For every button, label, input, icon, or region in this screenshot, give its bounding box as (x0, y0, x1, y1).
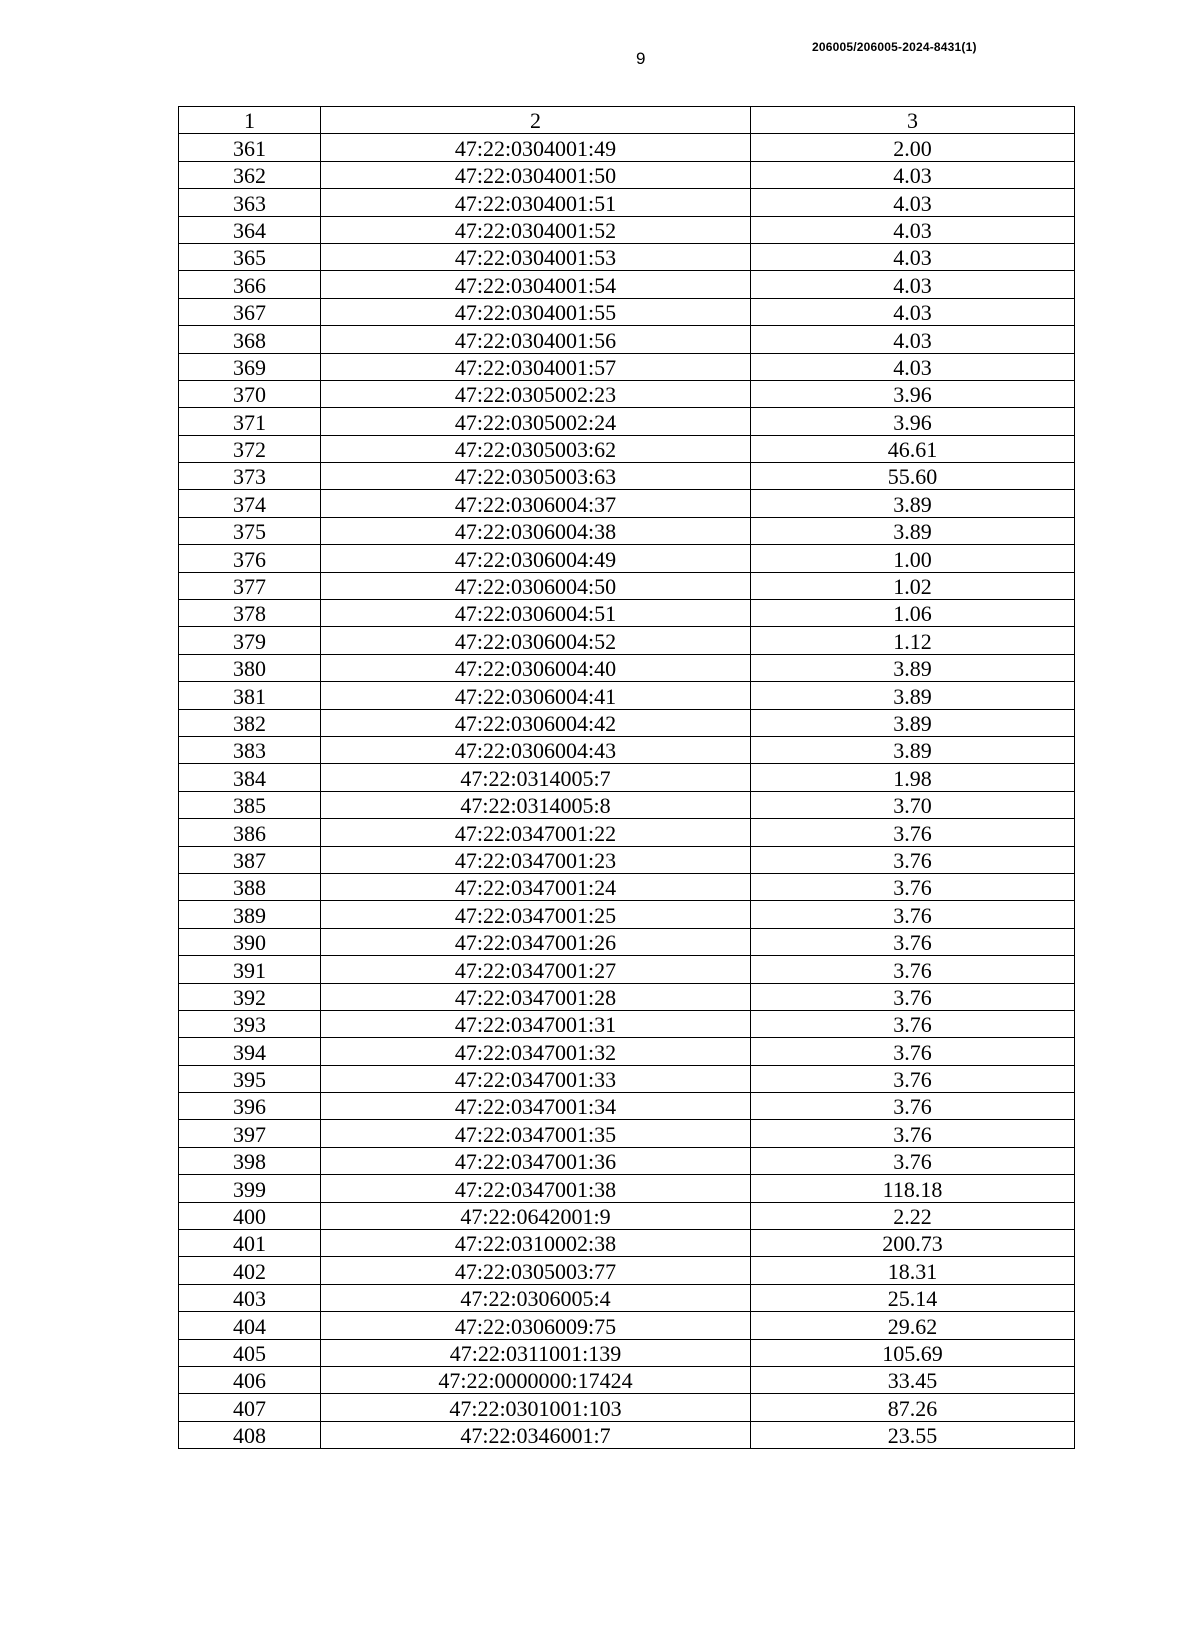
value-cell: 3.76 (751, 1038, 1075, 1065)
cadastral-number-cell: 47:22:0306004:41 (321, 682, 751, 709)
cadastral-number-cell: 47:22:0310002:38 (321, 1230, 751, 1257)
cadastral-number-cell: 47:22:0347001:38 (321, 1175, 751, 1202)
cadastral-number-cell: 47:22:0347001:36 (321, 1147, 751, 1174)
cadastral-number-cell: 47:22:0642001:9 (321, 1202, 751, 1229)
table-row (179, 1312, 1075, 1339)
table-row (179, 983, 1075, 1010)
value-cell: 3.76 (751, 846, 1075, 873)
table-row (179, 627, 1075, 654)
row-number-cell: 387 (179, 846, 321, 873)
cadastral-number-cell: 47:22:0301001:103 (321, 1394, 751, 1421)
value-cell: 105.69 (751, 1339, 1075, 1366)
value-cell: 3.76 (751, 928, 1075, 955)
cadastral-number-cell: 47:22:0304001:49 (321, 134, 751, 161)
table-row (179, 682, 1075, 709)
row-number-cell: 362 (179, 161, 321, 188)
cadastral-number-cell: 47:22:0306004:52 (321, 627, 751, 654)
table-row (179, 1339, 1075, 1366)
row-number-cell: 385 (179, 791, 321, 818)
row-number-cell: 388 (179, 873, 321, 900)
cadastral-number-cell: 47:22:0347001:34 (321, 1093, 751, 1120)
cadastral-number-cell: 47:22:0347001:32 (321, 1038, 751, 1065)
cadastral-number-cell: 47:22:0304001:50 (321, 161, 751, 188)
value-cell: 3.76 (751, 819, 1075, 846)
cadastral-number-cell: 47:22:0304001:57 (321, 353, 751, 380)
table-row (179, 1421, 1075, 1448)
cadastral-number-cell: 47:22:0000000:17424 (321, 1366, 751, 1393)
cadastral-number-cell: 47:22:0306009:75 (321, 1312, 751, 1339)
value-cell: 87.26 (751, 1394, 1075, 1421)
cadastral-number-cell: 47:22:0311001:139 (321, 1339, 751, 1366)
table-row (179, 298, 1075, 325)
table-row (179, 545, 1075, 572)
table-row (179, 1394, 1075, 1421)
cadastral-number-cell: 47:22:0347001:33 (321, 1065, 751, 1092)
cadastral-number-cell: 47:22:0347001:35 (321, 1120, 751, 1147)
row-number-cell: 375 (179, 517, 321, 544)
table-row (179, 408, 1075, 435)
row-number-cell: 364 (179, 216, 321, 243)
table-row (179, 380, 1075, 407)
value-cell: 23.55 (751, 1421, 1075, 1448)
value-cell: 200.73 (751, 1230, 1075, 1257)
cadastral-number-cell: 47:22:0304001:52 (321, 216, 751, 243)
data-table (178, 106, 1075, 1449)
row-number-cell: 393 (179, 1010, 321, 1037)
cadastral-number-cell: 47:22:0306004:40 (321, 654, 751, 681)
value-cell: 46.61 (751, 435, 1075, 462)
row-number-cell: 408 (179, 1421, 321, 1448)
table-row (179, 819, 1075, 846)
cadastral-number-cell: 47:22:0347001:31 (321, 1010, 751, 1037)
cadastral-number-cell: 47:22:0306004:51 (321, 600, 751, 627)
value-cell: 3.76 (751, 1147, 1075, 1174)
row-number-cell: 384 (179, 764, 321, 791)
row-number-cell: 401 (179, 1230, 321, 1257)
page-number: 9 (636, 49, 646, 68)
value-cell: 4.03 (751, 271, 1075, 298)
cadastral-number-cell: 47:22:0305003:63 (321, 463, 751, 490)
row-number-cell: 377 (179, 572, 321, 599)
row-number-cell: 404 (179, 1312, 321, 1339)
cadastral-number-cell: 47:22:0306004:49 (321, 545, 751, 572)
cadastral-number-cell: 47:22:0304001:51 (321, 189, 751, 216)
row-number-cell: 369 (179, 353, 321, 380)
column-header: 3 (751, 107, 1075, 134)
table-row (179, 463, 1075, 490)
value-cell: 3.76 (751, 1010, 1075, 1037)
value-cell: 3.76 (751, 983, 1075, 1010)
value-cell: 3.70 (751, 791, 1075, 818)
row-number-cell: 372 (179, 435, 321, 462)
row-number-cell: 367 (179, 298, 321, 325)
row-number-cell: 363 (179, 189, 321, 216)
cadastral-number-cell: 47:22:0347001:27 (321, 956, 751, 983)
cadastral-number-cell: 47:22:0306004:37 (321, 490, 751, 517)
cadastral-number-cell: 47:22:0305003:62 (321, 435, 751, 462)
cadastral-number-cell: 47:22:0346001:7 (321, 1421, 751, 1448)
column-header: 2 (321, 107, 751, 134)
row-number-cell: 378 (179, 600, 321, 627)
value-cell: 1.00 (751, 545, 1075, 572)
table-row (179, 1230, 1075, 1257)
row-number-cell: 395 (179, 1065, 321, 1092)
value-cell: 3.89 (751, 709, 1075, 736)
row-number-cell: 379 (179, 627, 321, 654)
value-cell: 4.03 (751, 161, 1075, 188)
table-row (179, 654, 1075, 681)
row-number-cell: 376 (179, 545, 321, 572)
table-row (179, 572, 1075, 599)
value-cell: 4.03 (751, 326, 1075, 353)
table-row (179, 1284, 1075, 1311)
cadastral-number-cell: 47:22:0347001:25 (321, 901, 751, 928)
value-cell: 4.03 (751, 216, 1075, 243)
value-cell: 3.96 (751, 408, 1075, 435)
row-number-cell: 383 (179, 736, 321, 763)
table-row (179, 1366, 1075, 1393)
cadastral-number-cell: 47:22:0306004:42 (321, 709, 751, 736)
table-row (179, 1010, 1075, 1037)
table-row (179, 271, 1075, 298)
row-number-cell: 386 (179, 819, 321, 846)
table-row (179, 846, 1075, 873)
row-number-cell: 398 (179, 1147, 321, 1174)
value-cell: 3.76 (751, 901, 1075, 928)
cadastral-number-cell: 47:22:0304001:56 (321, 326, 751, 353)
table-row (179, 1147, 1075, 1174)
row-number-cell: 365 (179, 243, 321, 270)
row-number-cell: 390 (179, 928, 321, 955)
cadastral-number-cell: 47:22:0314005:8 (321, 791, 751, 818)
table-body (179, 134, 1075, 1449)
cadastral-number-cell: 47:22:0306004:50 (321, 572, 751, 599)
row-number-cell: 396 (179, 1093, 321, 1120)
table-row (179, 1038, 1075, 1065)
table-row (179, 216, 1075, 243)
table-row (179, 1257, 1075, 1284)
row-number-cell: 361 (179, 134, 321, 161)
table-row (179, 956, 1075, 983)
cadastral-number-cell: 47:22:0314005:7 (321, 764, 751, 791)
table-row (179, 326, 1075, 353)
row-number-cell: 370 (179, 380, 321, 407)
value-cell: 3.76 (751, 956, 1075, 983)
cadastral-number-cell: 47:22:0305003:77 (321, 1257, 751, 1284)
column-header: 1 (179, 107, 321, 134)
row-number-cell: 400 (179, 1202, 321, 1229)
row-number-cell: 403 (179, 1284, 321, 1311)
cadastral-number-cell: 47:22:0306004:38 (321, 517, 751, 544)
value-cell: 4.03 (751, 353, 1075, 380)
row-number-cell: 381 (179, 682, 321, 709)
row-number-cell: 389 (179, 901, 321, 928)
table-row (179, 134, 1075, 161)
document-reference: 206005/206005-2024-8431(1) (812, 40, 977, 54)
table-row (179, 161, 1075, 188)
value-cell: 3.76 (751, 1065, 1075, 1092)
table-row (179, 764, 1075, 791)
table-row (179, 1120, 1075, 1147)
value-cell: 3.96 (751, 380, 1075, 407)
cadastral-number-cell: 47:22:0347001:22 (321, 819, 751, 846)
cadastral-number-cell: 47:22:0347001:28 (321, 983, 751, 1010)
value-cell: 1.98 (751, 764, 1075, 791)
value-cell: 55.60 (751, 463, 1075, 490)
row-number-cell: 371 (179, 408, 321, 435)
cadastral-number-cell: 47:22:0306004:43 (321, 736, 751, 763)
row-number-cell: 406 (179, 1366, 321, 1393)
table-row (179, 1093, 1075, 1120)
row-number-cell: 402 (179, 1257, 321, 1284)
row-number-cell: 394 (179, 1038, 321, 1065)
value-cell: 18.31 (751, 1257, 1075, 1284)
table-row (179, 791, 1075, 818)
value-cell: 3.89 (751, 517, 1075, 544)
value-cell: 2.00 (751, 134, 1075, 161)
row-number-cell: 380 (179, 654, 321, 681)
row-number-cell: 399 (179, 1175, 321, 1202)
table-row (179, 1065, 1075, 1092)
cadastral-number-cell: 47:22:0305002:23 (321, 380, 751, 407)
table-row (179, 435, 1075, 462)
table-row (179, 490, 1075, 517)
table-row (179, 928, 1075, 955)
cadastral-number-cell: 47:22:0306005:4 (321, 1284, 751, 1311)
value-cell: 1.06 (751, 600, 1075, 627)
value-cell: 4.03 (751, 189, 1075, 216)
table-row (179, 353, 1075, 380)
row-number-cell: 405 (179, 1339, 321, 1366)
value-cell: 118.18 (751, 1175, 1075, 1202)
value-cell: 3.76 (751, 1120, 1075, 1147)
cadastral-number-cell: 47:22:0304001:53 (321, 243, 751, 270)
table-header-row (179, 107, 1075, 134)
table-row (179, 709, 1075, 736)
value-cell: 4.03 (751, 243, 1075, 270)
row-number-cell: 374 (179, 490, 321, 517)
table-row (179, 517, 1075, 544)
row-number-cell: 373 (179, 463, 321, 490)
value-cell: 1.12 (751, 627, 1075, 654)
value-cell: 3.76 (751, 873, 1075, 900)
table-row (179, 873, 1075, 900)
table-row (179, 736, 1075, 763)
row-number-cell: 366 (179, 271, 321, 298)
value-cell: 3.76 (751, 1093, 1075, 1120)
value-cell: 3.89 (751, 654, 1075, 681)
cadastral-number-cell: 47:22:0304001:55 (321, 298, 751, 325)
table-row (179, 243, 1075, 270)
table-row (179, 600, 1075, 627)
cadastral-number-cell: 47:22:0347001:23 (321, 846, 751, 873)
row-number-cell: 392 (179, 983, 321, 1010)
value-cell: 3.89 (751, 736, 1075, 763)
value-cell: 33.45 (751, 1366, 1075, 1393)
cadastral-number-cell: 47:22:0347001:26 (321, 928, 751, 955)
value-cell: 3.89 (751, 490, 1075, 517)
table-row (179, 1175, 1075, 1202)
cadastral-number-cell: 47:22:0304001:54 (321, 271, 751, 298)
value-cell: 1.02 (751, 572, 1075, 599)
value-cell: 25.14 (751, 1284, 1075, 1311)
cadastral-number-cell: 47:22:0305002:24 (321, 408, 751, 435)
row-number-cell: 407 (179, 1394, 321, 1421)
value-cell: 3.89 (751, 682, 1075, 709)
value-cell: 4.03 (751, 298, 1075, 325)
table-row (179, 189, 1075, 216)
value-cell: 29.62 (751, 1312, 1075, 1339)
value-cell: 2.22 (751, 1202, 1075, 1229)
row-number-cell: 391 (179, 956, 321, 983)
table-row (179, 1202, 1075, 1229)
row-number-cell: 397 (179, 1120, 321, 1147)
row-number-cell: 368 (179, 326, 321, 353)
row-number-cell: 382 (179, 709, 321, 736)
table-row (179, 901, 1075, 928)
cadastral-number-cell: 47:22:0347001:24 (321, 873, 751, 900)
